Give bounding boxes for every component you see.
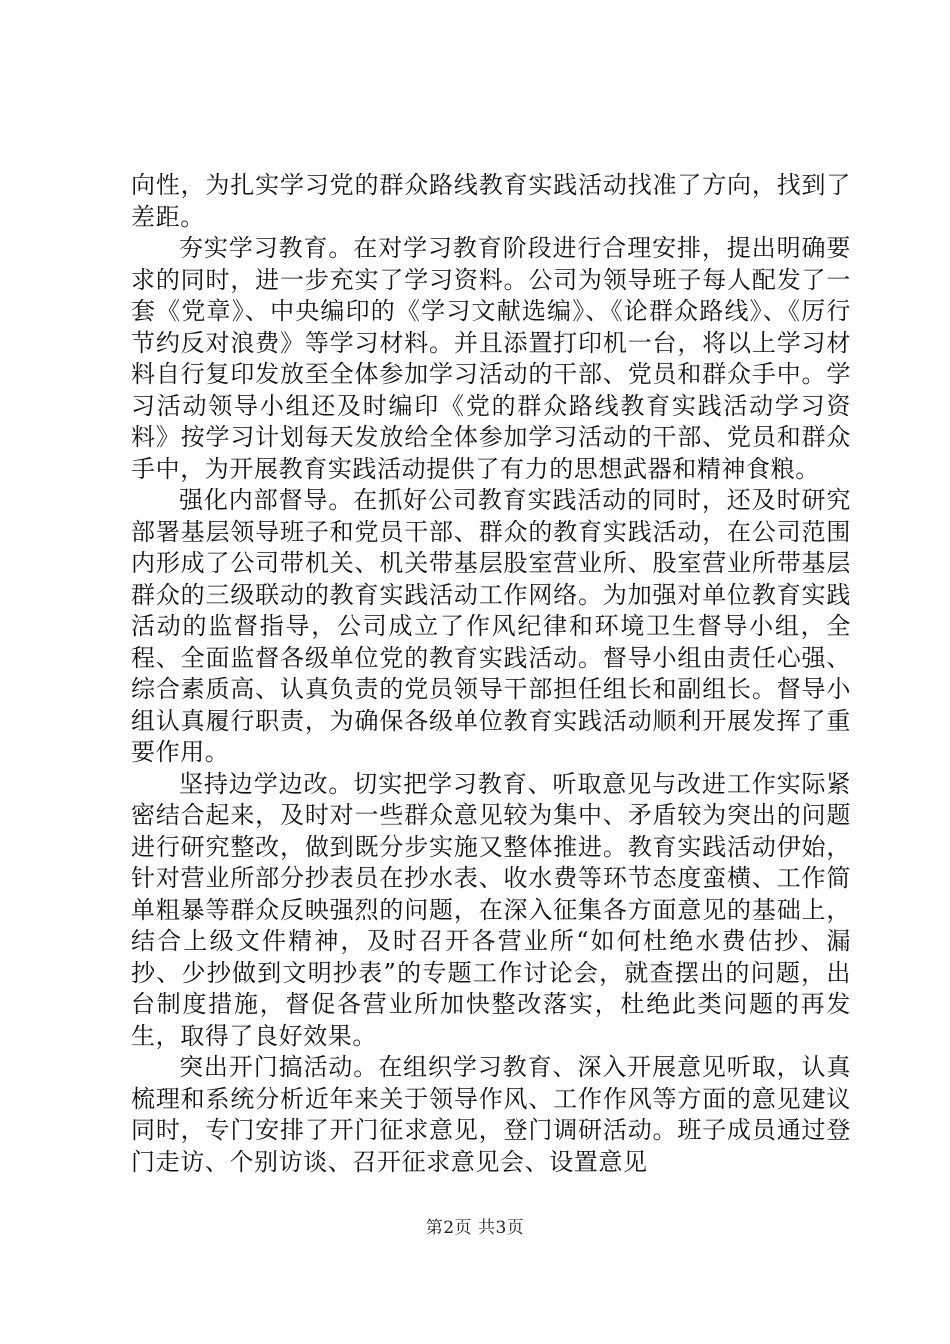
paragraph-open-door-activities: 突出开门搞活动。在组织学习教育、深入开展意见听取，认真梳理和系统分析近年来关于领导作风、工作作风等方面的意见建议同时，专门安排了开门征求意见，登门调研活动。班子成员通过登门走访、个别访谈、召开征求意见会、设置意见 [131,1053,851,1176]
paragraph-internal-supervision: 强化内部督导。在抓好公司教育实践活动的同时，还及时研究部署基层领导班子和党员干部、群众的教育实践活动，在公司范围内形成了公司带机关、机关带基层股室营业所、股室营业所带基层群众的三级联动的教育实践活动工作网络。为加强对单位教育实践活动的监督指导，公司成立了作风纪律和环境卫生督导小组，全程、全面监督各级单位党的教育实践活动。督导小组由责任心强、综合素质高、认真负责的党员领导干部担任组长和副组长。督导小组认真履行职责，为确保各级单位教育实践活动顺利开展发挥了重要作用。 [131,486,851,766]
document-body [131,170,851,1178]
paragraph-study-education: 夯实学习教育。在对学习教育阶段进行合理安排，提出明确要求的同时，进一步充实了学习资料。公司为领导班子每人配发了一套《党章》、中央编印的《学习文献选编》、《论群众路线》、《厉行节约反对浪费》等学习材料。并且添置打印机一台，将以上学习材料自行复印发放至全体参加学习活动的干部、党员和群众手中。学习活动领导小组还及时编印《党的群众路线教育实践活动学习资料》按学习计划每天发放给全体参加学习活动的干部、党员和群众手中，为开展教育实践活动提供了有力的思想武器和精神食粮。 [131,234,851,483]
page-number-footer: 第2页 共3页 [425,1218,525,1238]
paragraph-learn-and-reform: 坚持边学边改。切实把学习教育、听取意见与改进工作实际紧密结合起来，及时对一些群众意见较为集中、矛盾较为突出的问题进行研究整改，做到既分步实施又整体推进。教育实践活动伊始，针对营业所部分抄表员在抄水表、收水费等环节态度蛮横、工作简单粗暴等群众反映强烈的问题，在深入征集各方面意见的基础上，结合上级文件精神，及时召开各营业所“如何杜绝水费估抄、漏抄、少抄做到文明抄表”的专题工作讨论会，就查摆出的问题，出台制度措施，督促各营业所加快整改落实，杜绝此类问题的再发生，取得了良好效果。 [131,769,851,1050]
paragraph-continuation: 向性，为扎实学习党的群众路线教育实践活动找准了方向，找到了差距。 [131,171,851,231]
